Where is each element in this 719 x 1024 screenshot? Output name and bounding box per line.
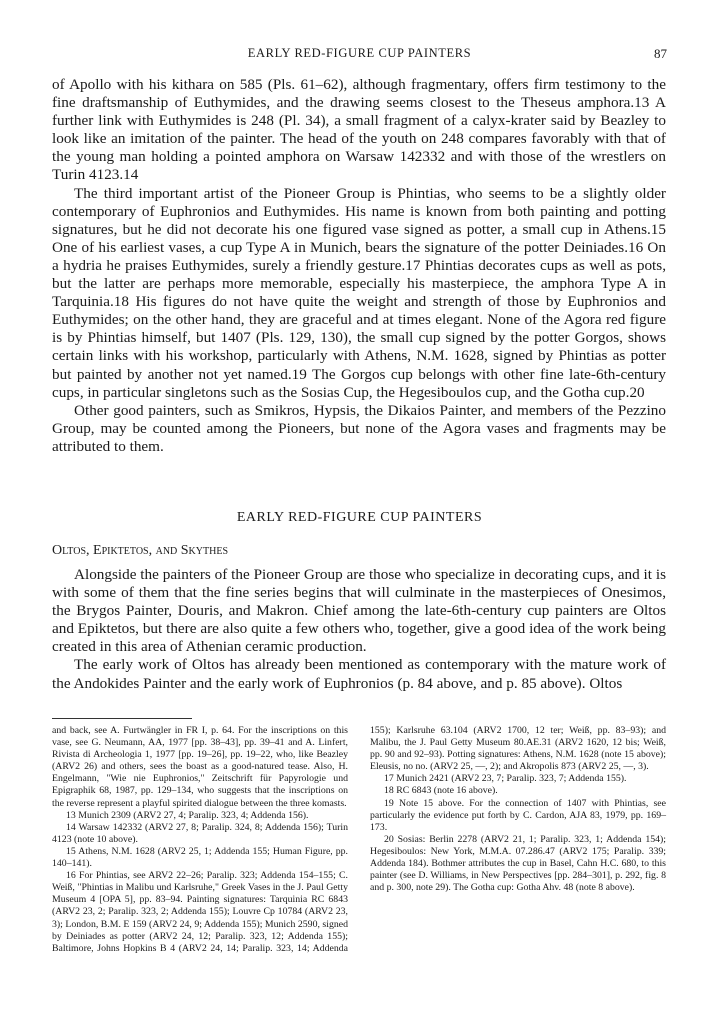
footnote: 17 Munich 2421 (ARV2 23, 7; Paralip. 323, 7; Addenda 155). (384, 773, 627, 785)
footnote: 14 Warsaw 142332 (ARV2 27, 8; Paralip. 324, 8; Addenda 156); Turin 4123 (note 10 above). (52, 821, 348, 845)
paragraph: Other good painters, such as Smikros, Hypsis, the Dikaios Painter, and members of the Pezzino Group, may be counted among the Pioneers, but none of the Agora vases and fragments may be attributed to them. (52, 401, 666, 455)
running-head (0, 46, 719, 64)
subsection-title: Oltos, Epiktetos, and Skythes (52, 543, 228, 558)
main-text (52, 76, 666, 456)
paragraph: of Apollo with his kithara on 585 (Pls. 61–62), although fragmentary, offers firm testimony to the fine draftsmanship of Euthymides, and the drawing seems closest to the Theseus amphora.13 A further link with Euthymides is 248 (Pl. 34), a small fragment of a calyx-krater said by Beazley to look like an imitation of the painter. The head of the youth on 248 compares favorably with that of the young man holding a pointed amphora on Warsaw 142332 and with those of the wrestlers on Turin 4123.14 (52, 76, 666, 184)
footnote: and back, see A. Furtwängler in FR I, p. 64. For the inscriptions on this vase, see G. Neumann, AA, 1977 [pp. 38–43], pp. 39–41 and A. Linfert, Rivista di Archeologia 1, 1977 [pp. 19–26], pp. 19–22, who, like Beazley (ARV2 26) and others, sees the boast as a good-natured tease. Also, H. Engelmann, "Wie nie Euphronios," Zeitschrift für Papyrologie und Epigraphik 68, 1987, pp. 129–134, who suggests that the inscriptions on the reverse represent a playful spirited dialogue between the three komasts. (52, 725, 348, 809)
footnote: 20 Sosias: Berlin 2278 (ARV2 21, 1; Paralip. 323, 1; Addenda 154); Hegesiboulos: New York, M.M.A. 07.286.47 (ARV2 175; Paralip. 339; Addenda 184). Bothmer attributes the cup in Basel, Cahn H.C. 680, to this painter (see D. Williams, in New Perspectives [pp. 284–301], p. 292, fig. 8 and p. 300, note 29). The Gotha cup: Gotha Ahv. 48 (note 8 above). (370, 833, 666, 894)
running-title: EARLY RED-FIGURE CUP PAINTERS (247, 46, 472, 60)
page-number: 87 (654, 46, 667, 61)
paragraph: The third important artist of the Pioneer Group is Phintias, who seems to be a slightly older contemporary of Euphronios and Euthymides. His name is known from both painting and potting signatures, but he did not decorate his one figured vase signed as potter, a small cup in Athens.15 One of his earliest vases, a cup Type A in Munich, bears the signature of the potter Deiniades.16 On a hydria he praises Euthymides, surely a friendly gesture.17 Phintias decorates cups as well as pots, but the latter are perhaps more memorable, especially his masterpiece, the amphora Type A in Tarquinia.18 His figures do not have quite the weight and strength of those by Euphronios and Euthymides; on the other hand, they are graceful and at times elegant. None of the Agora red figure is by Phintias himself, but 1407 (Pls. 129, 130), the small cup signed by the potter Gorgos, shows certain links with his workshop, particularly with Athens, N.M. 1628, signed by Phintias as potter but painted by another not yet named.19 The Gorgos cup belongs with other fine late-6th-century cups, in particular singletons such as the Sosias Cup, the Hegesiboulos cup, and the Gotha cup.20 (52, 184, 666, 401)
footnote: 18 RC 6843 (note 16 above). (384, 785, 498, 797)
footnote: 19 Note 15 above. For the connection of 1407 with Phintias, see particularly the evidence put forth by C. Cardon, AJA 83, 1979, pp. 169–173. (370, 797, 666, 833)
section-text (52, 566, 666, 693)
footnotes (52, 725, 666, 965)
footnote: 15 Athens, N.M. 1628 (ARV2 25, 1; Addenda 155; Human Figure, pp. 140–141). (52, 845, 348, 870)
section-title: EARLY RED-FIGURE CUP PAINTERS (236, 510, 483, 525)
footnote-rule (52, 718, 192, 719)
footnote: 13 Munich 2309 (ARV2 27, 4; Paralip. 323, 4; Addenda 156). (66, 809, 309, 821)
paragraph: Alongside the painters of the Pioneer Group are those who specialize in decorating cups, and it is with some of them that the fine series begins that will culminate in the masterpieces of Onesimos, the Brygos Painter, Douris, and Makron. Chief among the late-6th-century cup painters are Oltos and Epiktetos, but there are also quite a few others who, together, give a good idea of the work being created in this area of Athenian ceramic production. (52, 566, 666, 656)
paragraph: The early work of Oltos has already been mentioned as contemporary with the mature work of the Andokides Painter and the early work of Euphronios (p. 84 above, and p. 85 above). Oltos (52, 656, 666, 692)
footnote: 16 For Phintias, see ARV2 22–26; Paralip. 323; Addenda 154–155; C. Weiß, "Phintias in Malibu und Karlsruhe," Greek Vases in the J. Paul Getty Museum 4 [OPA 5], pp. 83–94. Painting signatures: Tarquinia RC 6843 (ARV2 23, 2; Paralip. 323, 2; Addenda 155); Louvre Cp 10784 (ARV2 23, 3); London, B.M. E 159 (ARV2 24, 9; Addenda 155); Munich 2590, signed by Deiniades as potter (ARV2 24, 12; Paralip. 323, 12; Addenda 155); Baltimore, Johns Hopkins B 4 (ARV2 24, 14; Paralip. 323, 14; Addenda 155); Karlsruhe 63.104 (ARV2 1700, 12 ter; Weiß, pp. 83–93); and Malibu, the J. Paul Getty Museum 80.AE.31 (ARV2 1620, 12 bis; Weiß, pp. 90 and 92–93). Potting signatures: Athens, N.M. 1628 (note 15 above); Eleusis, no no. (ARV2 25, —, 2); and Akropolis 873 (ARV2 25, —, 3). (52, 725, 666, 954)
